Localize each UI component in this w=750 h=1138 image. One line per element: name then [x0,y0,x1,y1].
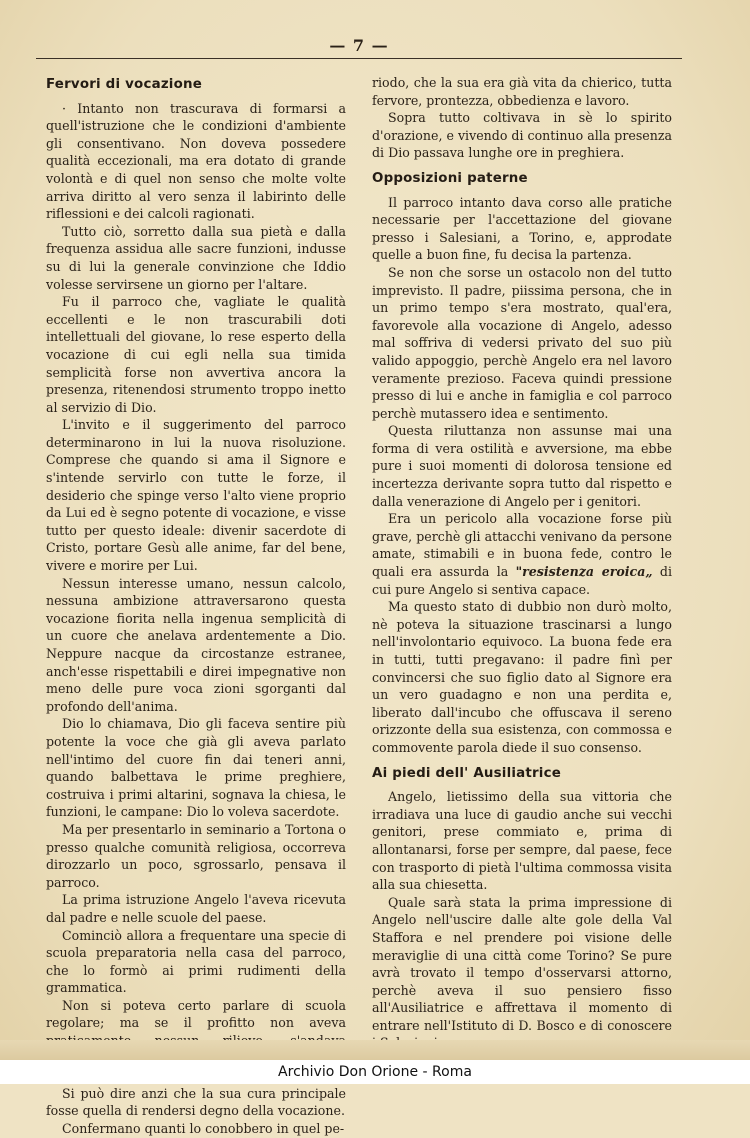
paragraph: · Intanto non trascurava di formarsi a quell'istruzione che le condizioni d'ambiente gli consentivano. Non doveva possedere qualità eccezionali, ma era dotato di grande volontà e di quel non senso che molte volte arriva diritto al vero senza il labirinto delle riflessioni e dei calcoli ragionati. [46,100,346,222]
archive-footer: Archivio Don Orione - Roma [0,1060,750,1084]
paragraph: Ma per presentarlo in seminario a Tortona o presso qualche comunità religiosa, occorreva dirozzarlo un poco, sgrossarlo, pensava il parroco. [46,821,346,890]
paragraph: Angelo, lietissimo della sua vittoria che irradiava una luce di gaudio anche sui vecchi genitori, prese commiato e, prima di allontanarsi, forse per sempre, dal paese, fece con trasporto di pietà l'ultima commossa visita alla sua chiesetta. [372,789,672,893]
paragraph: Questa riluttanza non assunse mai una forma di vera ostilità e avversione, ma ebbe pure i suoi momenti di dolorosa tensione ed incertezza derivante sopra tutto dal rispetto e dalla venerazione di Angelo per i genitori. [372,423,672,509]
right-column [372,74,672,1052]
paragraph: L'invito e il suggerimento del parroco determinarono in lui la nuova risoluzione. Comprese che quando si ama il Signore e s'intende servirlo con tutte le forze, il desiderio che spinge verso l'alto viene proprio da Lui ed è segno potente di vocazione, e visse tutto per questo ideale: divenir sacerdote di Cristo, portare Gesù alle anime, far del bene, vivere e morire per Lui. [46,417,346,574]
text-run: di cui pure Angelo si sentiva capace. [372,564,673,597]
page-number: — 7 — [329,36,389,55]
paragraph: Ma questo stato di dubbio non durò molto, nè poteva la situazione trascinarsi a lungo nell'involontario equivoco. La buona fede era in tutti, tutti pregavano: il padre finì per convincersi che suo figlio dato al Signore era un vero guadagno e non una perdita e, liberato dall'incubo che offuscava il sereno orizzonte della sua esistenza, con commossa e commovente parola diede il suo consenso. [372,599,672,755]
section-heading-ausiliatrice: Ai piedi dell' Ausiliatrice [372,765,562,781]
paragraph: Confermano quanti lo conobbero in quel pe- [62,1121,345,1137]
paragraph: La prima istruzione Angelo l'aveva ricevuta dal padre e nelle scuole del paese. [46,892,346,925]
paragraph: Sopra tutto coltivava in sè lo spirito d'orazione, e vivendo di continuo alla presenza di Dio passava lunghe ore in preghiera. [372,110,672,161]
paragraph: Il parroco intanto dava corso alle pratiche necessarie per l'accettazione del giovane presso i Salesiani, a Torino, e, approdate quelle a buon fine, fu decisa la partenza. [372,194,672,263]
paragraph: Se non che sorse un ostacolo non del tutto imprevisto. Il padre, piissima persona, che in un primo tempo s'era mostrato, qual'era, favorevole alla vocazione di Angelo, adesso mal soffriva di vedersi privato del suo più valido appoggio, perchè Angelo era nel lavoro veramente prezioso. Faceva quindi pressione presso di lui e anche in famiglia e col parroco perchè mutassero idea e sentimento. [372,264,672,421]
paragraph-with-emphasis [372,510,672,598]
emphasis-text: "resistenza eroica„ [515,564,653,580]
paragraph-continued: riodo, che la sua era già vita da chierico, tutta fervore, prontezza, obbedienza e lavoro. [372,75,672,108]
paragraph: Fu il parroco che, vagliate le qualità eccellenti e le non trascurabili doti intellettuali del giovane, lo rese esperto della vocazione di cui egli nella sua timida semplicità forse non avvertiva ancora la presenza, ritenendosi strumento troppo inetto al servizio di Dio. [46,294,346,415]
paragraph: Non si poteva certo parlare di scuola regolare; ma se il profitto non aveva [46,997,346,1031]
page-bottom-edge [0,1040,750,1060]
page-header [36,34,682,59]
paragraph: Si può dire anzi che la sua cura principale fosse quella di rendersi degno della vocazione. [46,1085,346,1119]
section-heading-fervori: Fervori di vocazione [46,77,203,92]
paragraph: Tutto ciò, sorretto dalla sua pietà e dalla frequenza assidua alle sacre funzioni, indusse su di lui la generale convinzione che Iddio volesse servirsene un giorno per l'altare. [46,223,346,292]
paragraph: Quale sarà stata la prima impressione di Angelo nell'uscire dalle alte gole della Val Staffora e nel prendere poi visione delle meraviglie di una città come Torino? Se pure avrà trovato il tempo d'osservarsi attorno, perchè aveva il suo pensiero fisso all'Ausiliatrice e affrettava il momento di entrare nell'Istituto di D. Bosco e di conoscere [372,894,672,1033]
paragraph: Nessun interesse umano, nessun calcolo, nessuna ambizione attraversarono questa vocazione fiorita nella ingenua semplicità di un cuore che anelava ardentemente a Dio. Neppure nacque da circostanze estranee, anch'esse rispettabili e direi impegnative non meno delle pure voca zioni sgorganti dal profondo dell'anima. [46,575,346,714]
left-column [46,74,346,1138]
paragraph: Cominciò allora a frequentare una specie di scuola preparatoria nella casa del parroco, che lo formò ai primi rudimenti della grammatica. [46,927,346,996]
paragraph: Dio lo chiamava, Dio gli faceva sentire più potente la voce che già gli aveva parlato nell'intimo del cuore fin dai teneri anni, quando balbettava le prime preghiere, costruiva i primi altarini, sognava la chiesa, le funzioni, le campane: Dio lo voleva sacerdote. [46,716,346,820]
text-run: Era un pericolo alla vocazione forse più grave, perchè gli attacchi venivano da persone amate, stimabili e in buona fede, contro le quali era assurda la [372,511,672,580]
section-heading-opposizioni: Opposizioni paterne [372,170,528,186]
